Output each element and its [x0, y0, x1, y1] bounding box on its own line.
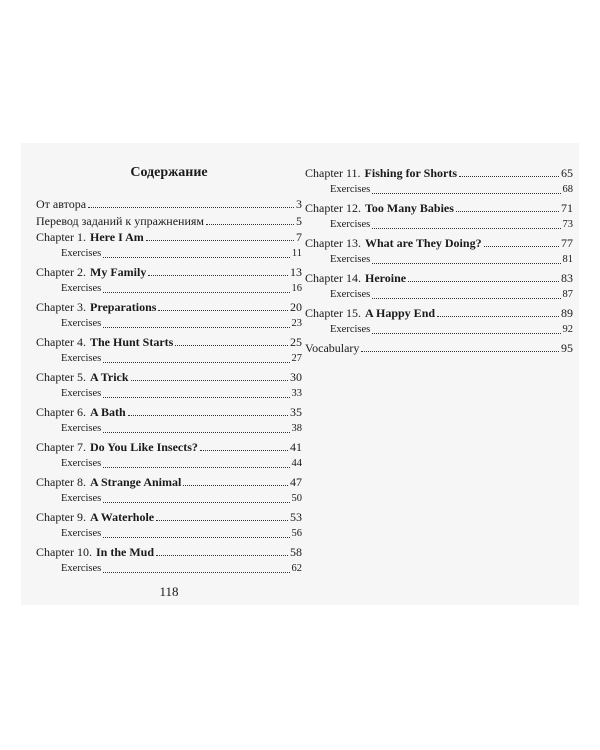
- toc-chapter-entry: [305, 340, 573, 356]
- toc-chapter-entry: [36, 509, 302, 525]
- toc-chapter-entry: [36, 334, 302, 350]
- entry-title: A Waterhole: [90, 510, 155, 524]
- toc-chapter-entry: [36, 439, 302, 455]
- entry-title: In the Mud: [96, 545, 155, 559]
- entry-page-number: 47: [290, 475, 302, 489]
- dot-leader: [372, 262, 560, 264]
- toc-chapter-entry: [305, 235, 573, 251]
- toc-exercises-entry: [36, 491, 302, 507]
- dot-leader: [131, 379, 288, 381]
- entry-label: От автора: [36, 197, 87, 211]
- entry-title: Preparations: [90, 300, 157, 314]
- toc-exercises-entry: [36, 316, 302, 332]
- entry-page-number: 56: [291, 527, 302, 539]
- entry-label: Exercises: [330, 288, 371, 300]
- entry-label: Chapter 12.: [305, 201, 361, 215]
- toc-exercises-entry: [36, 456, 302, 472]
- entry-page-number: 92: [562, 323, 573, 335]
- entry-page-number: 16: [291, 282, 302, 294]
- entry-page-number: 58: [290, 545, 302, 559]
- dot-leader: [156, 554, 288, 556]
- entry-page-number: 73: [562, 218, 573, 230]
- entry-title: My Family: [90, 265, 147, 279]
- toc-exercises-entry: [305, 252, 573, 268]
- toc-chapter-entry: [36, 544, 302, 560]
- entry-label: Exercises: [61, 457, 102, 469]
- entry-label: Chapter 2.: [36, 265, 86, 279]
- toc-chapter-entry: [36, 369, 302, 385]
- entry-page-number: 77: [561, 236, 573, 250]
- entry-title: Fishing for Shorts: [364, 166, 458, 180]
- entry-title: A Happy End: [365, 306, 436, 320]
- entry-label: Exercises: [61, 247, 102, 259]
- dot-leader: [103, 571, 289, 573]
- toc-exercises-entry: [305, 217, 573, 233]
- dot-leader: [408, 280, 559, 282]
- dot-leader: [200, 449, 288, 451]
- entry-page-number: 95: [561, 341, 573, 355]
- dot-leader: [158, 309, 288, 311]
- toc-chapter-entry: [305, 305, 573, 321]
- entry-page-number: 62: [291, 562, 302, 574]
- entry-page-number: 27: [291, 352, 302, 364]
- toc-chapter-entry: [36, 229, 302, 245]
- dot-leader: [206, 223, 294, 225]
- entry-page-number: 83: [561, 271, 573, 285]
- entry-label: Exercises: [61, 387, 102, 399]
- entry-label: Exercises: [330, 253, 371, 265]
- dot-leader: [175, 344, 288, 346]
- entry-label: Chapter 13.: [305, 236, 361, 250]
- toc-title: Содержание: [130, 165, 208, 180]
- entry-page-number: 33: [291, 387, 302, 399]
- dot-leader: [103, 291, 289, 293]
- entry-label: Exercises: [330, 218, 371, 230]
- entry-title: Do You Like Insects?: [90, 440, 198, 454]
- entry-page-number: 13: [290, 265, 302, 279]
- toc-chapter-entry: [36, 474, 302, 490]
- toc-exercises-entry: [36, 561, 302, 577]
- toc-exercises-entry: [305, 182, 573, 198]
- toc-exercises-entry: [36, 386, 302, 402]
- toc-exercises-entry: [36, 281, 302, 297]
- entry-page-number: 68: [562, 183, 573, 195]
- dot-leader: [88, 206, 294, 208]
- entry-page-number: 11: [291, 247, 302, 259]
- entry-page-number: 20: [290, 300, 302, 314]
- entry-page-number: 3: [296, 197, 302, 211]
- entry-page-number: 87: [562, 288, 573, 300]
- entry-label: Chapter 10.: [36, 545, 92, 559]
- entry-label: Exercises: [61, 527, 102, 539]
- entry-label: Chapter 9.: [36, 510, 86, 524]
- toc-exercises-entry: [305, 287, 573, 303]
- dot-leader: [103, 256, 290, 258]
- entry-page-number: 23: [291, 317, 302, 329]
- dot-leader: [372, 332, 560, 334]
- dot-leader: [459, 175, 559, 177]
- entry-page-number: 81: [562, 253, 573, 265]
- entry-label: Перевод заданий к упражнениям: [36, 213, 204, 228]
- entry-label: Exercises: [61, 562, 102, 574]
- entry-label: Vocabulary: [305, 341, 360, 355]
- dot-leader: [372, 227, 560, 229]
- dot-leader: [103, 466, 289, 468]
- toc-exercises-entry: [36, 421, 302, 437]
- dot-leader: [183, 484, 288, 486]
- entry-title: Here I Am: [90, 230, 144, 244]
- dot-leader: [456, 210, 559, 212]
- entry-page-number: 89: [561, 306, 573, 320]
- toc-chapter-entry: [36, 196, 302, 212]
- entry-label: Exercises: [61, 282, 102, 294]
- entry-page-number: 25: [290, 335, 302, 349]
- entry-title: A Trick: [90, 370, 129, 384]
- entry-title: A Strange Animal: [90, 475, 182, 489]
- dot-leader: [484, 245, 559, 247]
- entry-page-number: 50: [291, 492, 302, 504]
- entry-page-number: 41: [290, 440, 302, 454]
- entry-label: Exercises: [61, 492, 102, 504]
- entry-page-number: 7: [296, 230, 302, 244]
- entry-label: Exercises: [61, 352, 102, 364]
- entry-label: Exercises: [61, 422, 102, 434]
- entry-page-number: 35: [290, 405, 302, 419]
- dot-leader: [146, 239, 294, 241]
- dot-leader: [156, 519, 288, 521]
- entry-label: Chapter 7.: [36, 440, 86, 454]
- dot-leader: [103, 501, 289, 503]
- entry-label: Chapter 11.: [305, 166, 361, 180]
- entry-title: Heroine: [365, 271, 407, 285]
- toc-chapter-entry: [305, 270, 573, 286]
- dot-leader: [103, 361, 289, 363]
- dot-leader: [372, 297, 560, 299]
- entry-page-number: 5: [296, 213, 302, 228]
- dot-leader: [437, 315, 559, 317]
- toc-chapter-entry: [36, 299, 302, 315]
- toc-exercises-entry: [305, 322, 573, 338]
- entry-label: Chapter 3.: [36, 300, 86, 314]
- entry-label: Chapter 6.: [36, 405, 86, 419]
- entry-label: Chapter 5.: [36, 370, 86, 384]
- dot-leader: [103, 326, 289, 328]
- entry-page-number: 71: [561, 201, 573, 215]
- dot-leader: [103, 536, 289, 538]
- page-number: 118: [159, 584, 179, 599]
- entry-label: Chapter 8.: [36, 475, 86, 489]
- book-page-spread: [21, 143, 579, 605]
- toc-chapter-entry: [305, 165, 573, 181]
- dot-leader: [103, 396, 289, 398]
- toc-chapter-entry: [36, 213, 302, 229]
- toc-chapter-entry: [305, 200, 573, 216]
- entry-page-number: 30: [290, 370, 302, 384]
- entry-label: Chapter 14.: [305, 271, 361, 285]
- entry-title: A Bath: [90, 405, 126, 419]
- dot-leader: [361, 350, 559, 352]
- entry-title: What are They Doing?: [365, 236, 482, 250]
- toc-exercises-entry: [36, 246, 302, 262]
- entry-label: Exercises: [330, 183, 371, 195]
- entry-title: Too Many Babies: [365, 201, 454, 215]
- dot-leader: [372, 192, 560, 194]
- entry-page-number: 38: [291, 422, 302, 434]
- dot-leader: [103, 431, 289, 433]
- entry-label: Chapter 1.: [36, 230, 86, 244]
- entry-label: Chapter 4.: [36, 335, 86, 349]
- entry-page-number: 44: [291, 457, 302, 469]
- toc-exercises-entry: [36, 526, 302, 542]
- dot-leader: [128, 414, 288, 416]
- toc-chapter-entry: [36, 264, 302, 280]
- entry-label: Exercises: [330, 323, 371, 335]
- entry-title: The Hunt Starts: [90, 335, 174, 349]
- toc-chapter-entry: [36, 404, 302, 420]
- toc-exercises-entry: [36, 351, 302, 367]
- dot-leader: [148, 274, 288, 276]
- entry-label: Chapter 15.: [305, 306, 361, 320]
- entry-label: Exercises: [61, 317, 102, 329]
- entry-page-number: 53: [290, 510, 302, 524]
- entry-page-number: 65: [561, 166, 573, 180]
